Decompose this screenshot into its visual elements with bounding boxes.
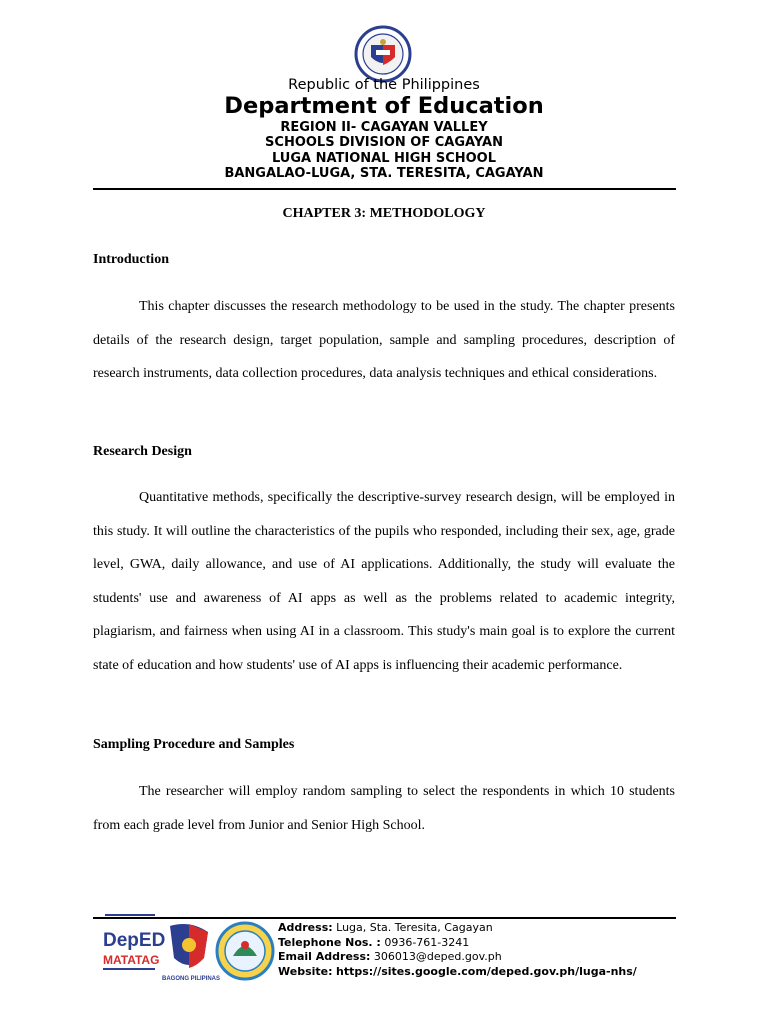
section-heading: Research Design <box>93 444 192 459</box>
footer-accent-line <box>105 914 155 916</box>
footer-contact <box>278 921 637 979</box>
phone-value: 0936-761-3241 <box>384 935 470 949</box>
deped-seal-icon <box>350 25 416 83</box>
division-line: SCHOOLS DIVISION OF CAGAYAN <box>265 135 503 150</box>
address-value: Luga, Sta. Teresita, Cagayan <box>336 921 493 934</box>
header-divider <box>93 188 676 190</box>
location-line: BANGALAO-LUGA, STA. TERESITA, CAGAYAN <box>224 166 544 181</box>
phone-row <box>278 936 637 951</box>
website-label: Website: <box>278 964 333 978</box>
section-paragraph: The researcher will employ random sampling to select the respondents in which 10 students from each grade level from Junior and Senior High School. <box>93 784 675 833</box>
chapter-title: CHAPTER 3: METHODOLOGY <box>282 206 486 221</box>
phone-label: Telephone Nos. : <box>278 935 381 949</box>
bagong-pilipinas-logo <box>162 924 220 982</box>
deped-logo-text: DepED <box>103 930 166 951</box>
email-value: 306013@deped.gov.ph <box>373 950 502 964</box>
website-row <box>278 965 637 980</box>
section-heading: Introduction <box>93 252 169 267</box>
website-link[interactable]: https://sites.google.com/deped.gov.ph/luga-nhs/ <box>336 964 637 978</box>
email-label: Email Address: <box>278 950 371 964</box>
region-line: REGION II- CAGAYAN VALLEY <box>280 120 488 135</box>
matatag-logo-text: MATATAG <box>103 953 160 967</box>
bagong-pilipinas-text: BAGONG PILIPINAS <box>162 976 221 982</box>
republic-line: Republic of the Philippines <box>288 77 480 93</box>
address-label: Address: <box>278 921 333 934</box>
department-name: Department of Education <box>224 93 544 119</box>
deped-matatag-logo <box>103 930 165 970</box>
school-seal-logo <box>217 923 273 979</box>
section-paragraph: Quantitative methods, specifically the descriptive-survey research design, will be employed in this study. It will outline the characteristics of the pupils who responded, including their sex, age, grade level, GWA, daily allowance, and use of AI applications. Additionally, the study will evaluate the students' use and awareness of AI apps as well as the problems related to academic integrity, plagiarism, and fairness when using AI in a classroom. This study's main goal is to explore the current state of education and how students' use of AI apps is influencing their academic performance. <box>93 490 675 673</box>
section-heading: Sampling Procedure and Samples <box>93 737 295 752</box>
section-paragraph: This chapter discusses the research methodology to be used in the study. The chapter presents details of the research design, target population, sample and sampling procedures, description of research instruments, data collection procedures, data analysis techniques and ethical considerations. <box>93 299 675 382</box>
email-row <box>278 950 637 965</box>
address-row <box>278 921 637 936</box>
footer-logos <box>100 918 275 990</box>
school-line: LUGA NATIONAL HIGH SCHOOL <box>271 151 497 166</box>
